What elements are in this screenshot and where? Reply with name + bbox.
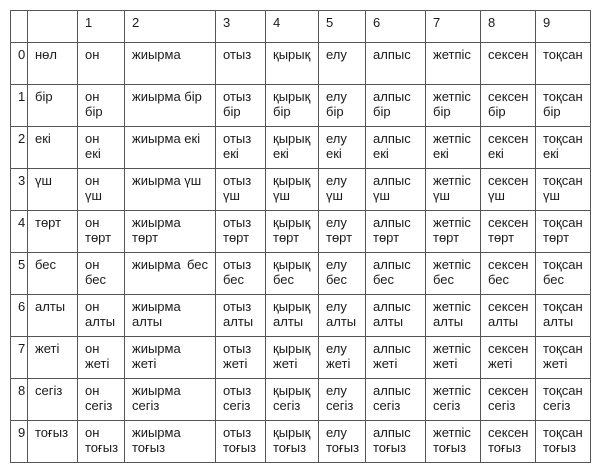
numbers-table-container bbox=[10, 10, 590, 462]
number-cell: он тоғыз bbox=[78, 421, 125, 463]
number-cell: он сегіз bbox=[78, 379, 125, 421]
number-cell: екі bbox=[28, 127, 78, 169]
number-cell: алпыс төрт bbox=[366, 211, 426, 253]
number-cell: қырық төрт bbox=[266, 211, 319, 253]
number-cell: тоқсан сегіз bbox=[536, 379, 591, 421]
number-cell: жетпіс тоғыз bbox=[426, 421, 481, 463]
number-cell: тоқсан bbox=[536, 43, 591, 85]
number-cell: жетпіс екі bbox=[426, 127, 481, 169]
row-header: 5 bbox=[11, 253, 28, 295]
number-cell: жиырма бес bbox=[125, 253, 216, 295]
row-header: 8 bbox=[11, 379, 28, 421]
number-cell: қырық үш bbox=[266, 169, 319, 211]
number-cell: сексен жеті bbox=[481, 337, 536, 379]
number-cell: жиырма бір bbox=[125, 85, 216, 127]
number-cell: сексен үш bbox=[481, 169, 536, 211]
row-header: 0 bbox=[11, 43, 28, 85]
number-cell: елу тоғыз bbox=[319, 421, 366, 463]
number-cell: он үш bbox=[78, 169, 125, 211]
number-cell: отыз жеті bbox=[216, 337, 266, 379]
number-cell: сексен екі bbox=[481, 127, 536, 169]
number-cell: тоқсан бір bbox=[536, 85, 591, 127]
number-cell: отыз төрт bbox=[216, 211, 266, 253]
table-row bbox=[11, 421, 591, 463]
column-header-7: 7 bbox=[426, 11, 481, 43]
column-header-6: 6 bbox=[366, 11, 426, 43]
number-cell: алпыс bbox=[366, 43, 426, 85]
number-cell: он екі bbox=[78, 127, 125, 169]
number-cell: тоқсан екі bbox=[536, 127, 591, 169]
number-cell: сегіз bbox=[28, 379, 78, 421]
table-header bbox=[11, 11, 591, 43]
row-header: 6 bbox=[11, 295, 28, 337]
number-cell: сексен бес bbox=[481, 253, 536, 295]
column-header-0 bbox=[28, 11, 78, 43]
number-cell: елу жеті bbox=[319, 337, 366, 379]
number-cell: қырық сегіз bbox=[266, 379, 319, 421]
number-cell: он төрт bbox=[78, 211, 125, 253]
table-corner-cell bbox=[11, 11, 28, 43]
number-cell: жетпіс төрт bbox=[426, 211, 481, 253]
number-cell: жетпіс алты bbox=[426, 295, 481, 337]
table-row bbox=[11, 295, 591, 337]
number-cell: алпыс бір bbox=[366, 85, 426, 127]
number-cell: отыз алты bbox=[216, 295, 266, 337]
number-cell: тоқсан тоғыз bbox=[536, 421, 591, 463]
number-cell: жеті bbox=[28, 337, 78, 379]
number-cell: сексен сегіз bbox=[481, 379, 536, 421]
row-header: 3 bbox=[11, 169, 28, 211]
number-cell: он бес bbox=[78, 253, 125, 295]
table-row bbox=[11, 211, 591, 253]
number-cell: қырық екі bbox=[266, 127, 319, 169]
number-cell: жетпіс бес bbox=[426, 253, 481, 295]
number-cell: жиырма төрт bbox=[125, 211, 216, 253]
number-cell: алпыс екі bbox=[366, 127, 426, 169]
number-cell: тоқсан үш bbox=[536, 169, 591, 211]
row-header: 2 bbox=[11, 127, 28, 169]
number-cell: алпыс тоғыз bbox=[366, 421, 426, 463]
number-cell: отыз үш bbox=[216, 169, 266, 211]
number-cell: он жеті bbox=[78, 337, 125, 379]
number-cell: қырық бір bbox=[266, 85, 319, 127]
number-cell: сексен төрт bbox=[481, 211, 536, 253]
number-cell: бес bbox=[28, 253, 78, 295]
number-cell: төрт bbox=[28, 211, 78, 253]
number-cell: елу бір bbox=[319, 85, 366, 127]
number-cell: отыз екі bbox=[216, 127, 266, 169]
number-cell: жиырма сегіз bbox=[125, 379, 216, 421]
table-row bbox=[11, 169, 591, 211]
number-cell: қырық алты bbox=[266, 295, 319, 337]
number-cell: қырық тоғыз bbox=[266, 421, 319, 463]
number-cell: жетпіс үш bbox=[426, 169, 481, 211]
number-cell: тоқсан бес bbox=[536, 253, 591, 295]
kazakh-numbers-table bbox=[10, 10, 591, 463]
row-header: 9 bbox=[11, 421, 28, 463]
number-cell: сексен бір bbox=[481, 85, 536, 127]
table-row bbox=[11, 43, 591, 85]
table-row bbox=[11, 337, 591, 379]
number-cell: жетпіс бір bbox=[426, 85, 481, 127]
number-cell: алпыс үш bbox=[366, 169, 426, 211]
number-cell: алпыс бес bbox=[366, 253, 426, 295]
number-cell: елу үш bbox=[319, 169, 366, 211]
row-header: 7 bbox=[11, 337, 28, 379]
number-cell: жиырма алты bbox=[125, 295, 216, 337]
number-cell: алпыс алты bbox=[366, 295, 426, 337]
number-cell: үш bbox=[28, 169, 78, 211]
number-cell: отыз тоғыз bbox=[216, 421, 266, 463]
number-cell: тоқсан төрт bbox=[536, 211, 591, 253]
number-cell: отыз сегіз bbox=[216, 379, 266, 421]
number-cell: жиырма үш bbox=[125, 169, 216, 211]
table-row bbox=[11, 253, 591, 295]
number-cell: сексен алты bbox=[481, 295, 536, 337]
table-row bbox=[11, 379, 591, 421]
number-cell: тоқсан жеті bbox=[536, 337, 591, 379]
number-cell: алпыс сегіз bbox=[366, 379, 426, 421]
number-cell: елу төрт bbox=[319, 211, 366, 253]
number-cell: қырық жеті bbox=[266, 337, 319, 379]
column-header-3: 3 bbox=[216, 11, 266, 43]
number-cell: отыз бір bbox=[216, 85, 266, 127]
number-cell: нөл bbox=[28, 43, 78, 85]
number-cell: сексен тоғыз bbox=[481, 421, 536, 463]
number-cell: қырық bbox=[266, 43, 319, 85]
number-cell: жиырма жеті bbox=[125, 337, 216, 379]
number-cell: жетпіс сегіз bbox=[426, 379, 481, 421]
number-cell: елу алты bbox=[319, 295, 366, 337]
header-row bbox=[11, 11, 591, 43]
number-cell: тоғыз bbox=[28, 421, 78, 463]
number-cell: тоқсан алты bbox=[536, 295, 591, 337]
column-header-2: 2 bbox=[125, 11, 216, 43]
number-cell: жетпіс жеті bbox=[426, 337, 481, 379]
number-cell: елу сегіз bbox=[319, 379, 366, 421]
table-row bbox=[11, 85, 591, 127]
number-cell: отыз бес bbox=[216, 253, 266, 295]
number-cell: он алты bbox=[78, 295, 125, 337]
column-header-1: 1 bbox=[78, 11, 125, 43]
number-cell: жиырма тоғыз bbox=[125, 421, 216, 463]
number-cell: елу бес bbox=[319, 253, 366, 295]
number-cell: отыз bbox=[216, 43, 266, 85]
number-cell: он bbox=[78, 43, 125, 85]
number-cell: алты bbox=[28, 295, 78, 337]
number-cell: жетпіс bbox=[426, 43, 481, 85]
column-header-8: 8 bbox=[481, 11, 536, 43]
column-header-5: 5 bbox=[319, 11, 366, 43]
table-row bbox=[11, 127, 591, 169]
row-header: 4 bbox=[11, 211, 28, 253]
number-cell: он бір bbox=[78, 85, 125, 127]
table-body bbox=[11, 43, 591, 463]
row-header: 1 bbox=[11, 85, 28, 127]
number-cell: сексен bbox=[481, 43, 536, 85]
column-header-4: 4 bbox=[266, 11, 319, 43]
number-cell: жиырма екі bbox=[125, 127, 216, 169]
number-cell: елу екі bbox=[319, 127, 366, 169]
number-cell: жиырма bbox=[125, 43, 216, 85]
number-cell: қырық бес bbox=[266, 253, 319, 295]
number-cell: елу bbox=[319, 43, 366, 85]
column-header-9: 9 bbox=[536, 11, 591, 43]
number-cell: алпыс жеті bbox=[366, 337, 426, 379]
number-cell: бір bbox=[28, 85, 78, 127]
